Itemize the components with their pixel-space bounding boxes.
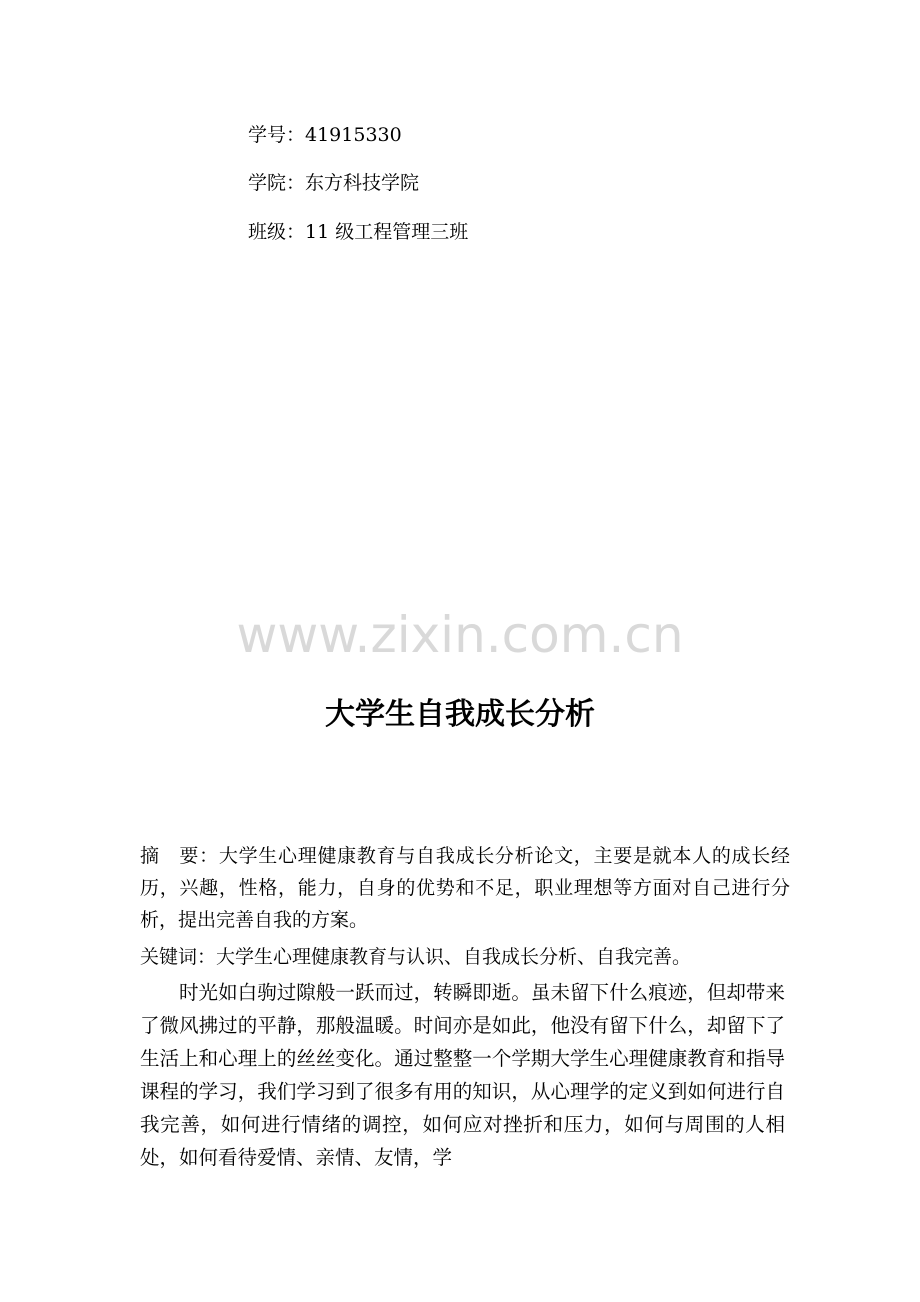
keywords: 关键词：大学生心理健康教育与认识、自我成长分析、自我完善。: [140, 946, 692, 968]
document-title: 大学生自我成长分析: [325, 697, 595, 732]
body-paragraph: 时光如白驹过隙般一跃而过，转瞬即逝。虽未留下什么痕迹，但却带来了微风拂过的平静，那般温暖。时间亦是如此，他没有留下什么，却留下了生活上和心理上的丝丝变化。通过整整一个学期大学生心理健康教育和指导课程的学习，我们学习到了很多有用的知识，从心理学的定义到如何进行自我完善，如何进行情绪的调控，如何应对挫折和压力，如何与周围的人相处，如何看待爱情、亲情、友情，学: [140, 981, 785, 1169]
watermark: www.zixin.com.cn: [236, 606, 684, 664]
abstract: 摘 要：大学生心理健康教育与自我成长分析论文，主要是就本人的成长经历，兴趣，性格，能力，自身的优势和不足，职业理想等方面对自己进行分析，提出完善自我的方案。: [140, 845, 790, 931]
class-line: 班级：11 级工程管理三班: [248, 221, 469, 243]
student-id-line: 学号：41915330: [248, 124, 402, 146]
college-line: 学院：东方科技学院: [248, 172, 420, 194]
